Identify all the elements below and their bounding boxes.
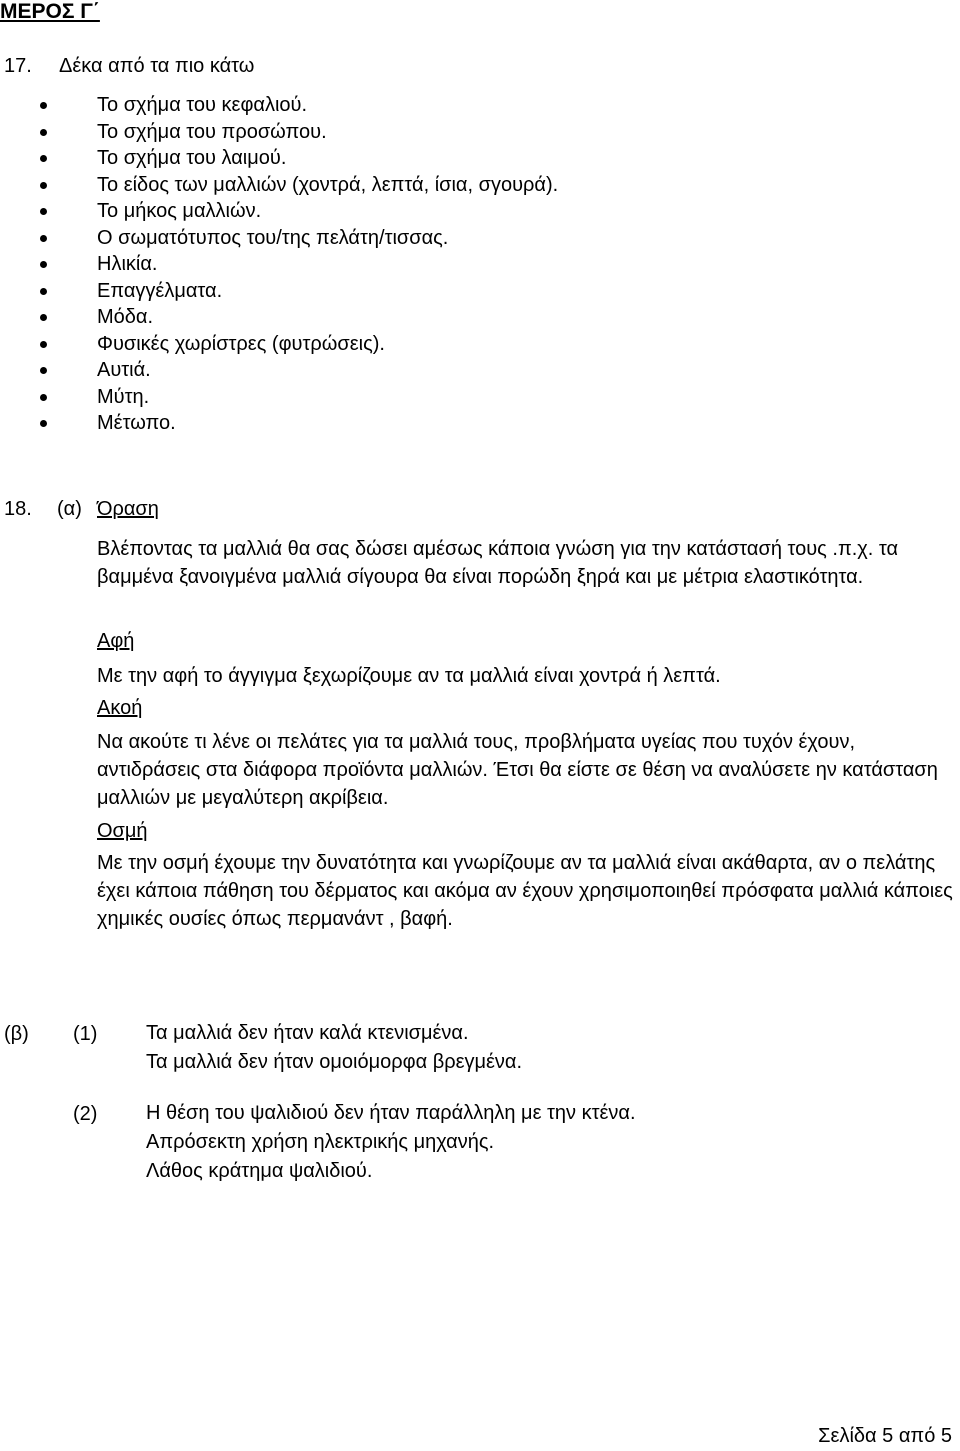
bullet-icon — [40, 102, 47, 109]
bullet-icon — [40, 341, 47, 348]
list-item: Τα μαλλιά δεν ήταν καλά κτενισμένα. — [146, 1022, 469, 1044]
page-number: Σελίδα 5 από 5 — [818, 1425, 952, 1447]
paragraph-hearing: Να ακούτε τι λένε οι πελάτες για τα μαλλιά τους, προβλήματα υγείας που τυχόν έχουν, αντιδράσεις στα διάφορα προϊόντα μαλλιών. Έτσι θα είστε σε θέση να αναλύσετε ην κατάσταση μαλλιών με μεγαλύτερη ακρίβεια. — [97, 731, 938, 809]
list-item: Μύτη. — [0, 384, 558, 411]
bullet-icon — [40, 182, 47, 189]
part-b2-list — [146, 1099, 636, 1186]
part-b-label: (β) — [4, 1023, 29, 1045]
list-item: Ο σωματότυπος του/της πελάτη/τισσας. — [0, 225, 558, 252]
section-title: ΜΕΡΟΣ Γ΄ — [0, 0, 100, 23]
list-item: Το είδος των μαλλιών (χοντρά, λεπτά, ίσια, σγουρά). — [0, 172, 558, 199]
bullet-icon — [40, 288, 47, 295]
paragraph-vision: Βλέποντας τα μαλλιά θα σας δώσει αμέσως κάποια γνώση για την κατάστασή τους .π.χ. τα βαμμένα ξανοιγμένα μαλλιά σίγουρα θα είναι πορώδη ξηρά και με μέτρια ελαστικότητα. — [97, 538, 899, 588]
list-item: Απρόσεκτη χρήση ηλεκτρικής μηχανής. — [146, 1131, 495, 1153]
list-item: Επαγγέλματα. — [0, 278, 558, 305]
question-17-number: 17. — [4, 55, 32, 77]
bullet-icon — [40, 314, 47, 321]
heading-smell: Οσμή — [97, 820, 148, 842]
list-item: Ηλικία. — [0, 251, 558, 278]
list-item: Λάθος κράτημα ψαλιδιού. — [146, 1160, 373, 1182]
heading-vision: Όραση — [97, 498, 159, 520]
bullet-icon — [40, 394, 47, 401]
list-item: Μόδα. — [0, 304, 558, 331]
bullet-icon — [40, 155, 47, 162]
paragraph-touch: Με την αφή το άγγιγμα ξεχωρίζουμε αν τα μαλλιά είναι χοντρά ή λεπτά. — [97, 665, 721, 687]
bullet-icon — [40, 129, 47, 136]
list-item: Η θέση του ψαλιδιού δεν ήταν παράλληλη με την κτένα. — [146, 1102, 636, 1124]
bullet-icon — [40, 208, 47, 215]
list-item: Το σχήμα του κεφαλιού. — [0, 92, 558, 119]
heading-touch: Αφή — [97, 630, 135, 652]
bullet-icon — [40, 235, 47, 242]
question-18-number: 18. — [4, 498, 32, 520]
bullet-icon — [40, 420, 47, 427]
part-b1-list — [146, 1019, 522, 1077]
heading-hearing: Ακοή — [97, 697, 143, 719]
list-item: Τα μαλλιά δεν ήταν ομοιόμορφα βρεγμένα. — [146, 1051, 523, 1073]
list-item: Μέτωπο. — [0, 410, 558, 437]
part-b2-number: (2) — [73, 1103, 98, 1125]
question-17-heading: Δέκα από τα πιο κάτω — [59, 55, 255, 77]
list-item: Αυτιά. — [0, 357, 558, 384]
list-item: Το σχήμα του προσώπου. — [0, 119, 558, 146]
part-a-label: (α) — [57, 498, 82, 520]
bullet-icon — [40, 261, 47, 268]
paragraph-smell: Με την οσμή έχουμε την δυνατότητα και γνωρίζουμε αν τα μαλλιά είναι ακάθαρτα, αν ο πελάτης έχει κάποια πάθηση του δέρματος και ακόμα αν έχουν χρησιμοποιηθεί πρόσφατα μαλλιά κάποιες χημικές ουσίες όπως περμανάντ , βαφή. — [97, 852, 953, 930]
list-item: Το σχήμα του λαιμού. — [0, 145, 558, 172]
part-b1-number: (1) — [73, 1023, 98, 1045]
bullet-icon — [40, 367, 47, 374]
question-17-list — [0, 92, 558, 437]
list-item: Φυσικές χωρίστρες (φυτρώσεις). — [0, 331, 558, 358]
list-item: Το μήκος μαλλιών. — [0, 198, 558, 225]
